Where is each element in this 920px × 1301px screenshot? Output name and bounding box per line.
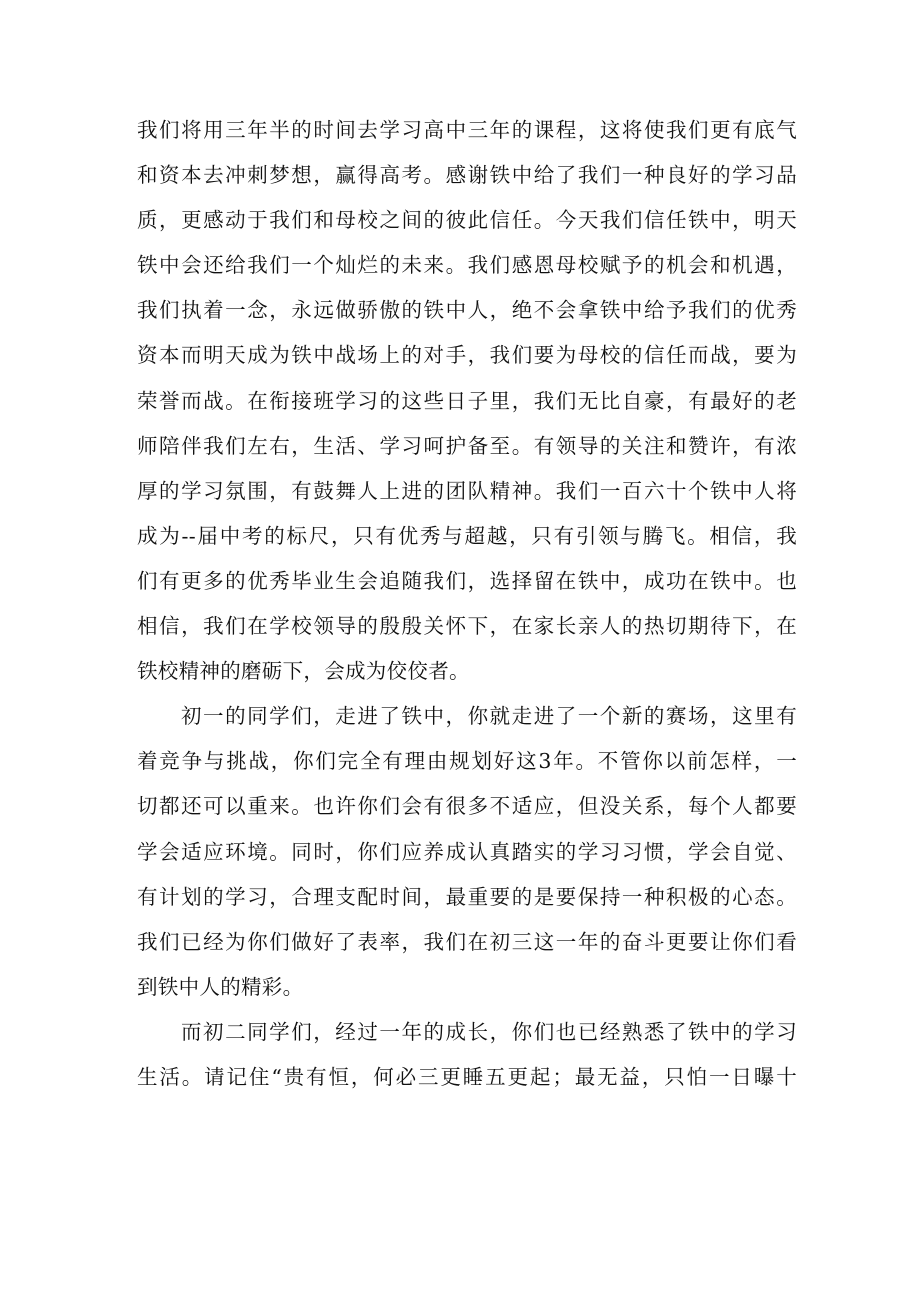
text-line: 我们已经为你们做好了表率，我们在初三这一年的奋斗更要让你们看 (137, 929, 797, 954)
text-line: 们有更多的优秀毕业生会追随我们，选择留在铁中，成功在铁中。也 (137, 568, 797, 593)
text-line: 资本而明天成为铁中战场上的对手，我们要为母校的信任而战，要为 (137, 343, 797, 368)
body-text (137, 108, 797, 1100)
text-line: 我们执着一念，永远做骄傲的铁中人，绝不会拿铁中给予我们的优秀 (137, 298, 797, 323)
paragraph-3 (137, 1010, 797, 1100)
text-line: 学会适应环境。同时，你们应养成认真踏实的学习习惯，学会自觉、 (137, 839, 797, 864)
text-line: 着竞争与挑战，你们完全有理由规划好这3年。不管你以前怎样，一 (137, 749, 797, 774)
text-line: 相信，我们在学校领导的殷殷关怀下，在家长亲人的热切期待下，在 (137, 614, 797, 639)
text-line: 有计划的学习，合理支配时间，最重要的是要保持一种积极的心态。 (137, 884, 797, 909)
text-line: 成为--届中考的标尺，只有优秀与超越，只有引领与腾飞。相信，我 (137, 523, 797, 548)
text-line: 生活。请记住“贵有恒，何必三更睡五更起；最无益，只怕一日曝十 (137, 1064, 797, 1089)
text-line: 到铁中人的精彩。 (137, 974, 304, 999)
text-line: 切都还可以重来。也许你们会有很多不适应，但没关系，每个人都要 (137, 794, 797, 819)
text-line: 初一的同学们，走进了铁中，你就走进了一个新的赛场，这里有 (181, 704, 797, 729)
text-line: 而初二同学们，经过一年的成长，你们也已经熟悉了铁中的学习 (181, 1019, 797, 1044)
paragraph-1 (137, 108, 797, 694)
text-line: 质，更感动于我们和母校之间的彼此信任。今天我们信任铁中，明天 (137, 208, 797, 233)
text-line: 厚的学习氛围，有鼓舞人上进的团队精神。我们一百六十个铁中人将 (137, 478, 797, 503)
text-line: 铁校精神的磨砺下，会成为佼佼者。 (137, 659, 470, 684)
paragraph-2 (137, 694, 797, 1010)
text-line: 和资本去冲刺梦想，赢得高考。感谢铁中给了我们一种良好的学习品 (137, 163, 797, 188)
text-line: 荣誉而战。在衔接班学习的这些日子里，我们无比自豪，有最好的老 (137, 388, 797, 413)
text-line: 铁中会还给我们一个灿烂的未来。我们感恩母校赋予的机会和机遇， (137, 253, 797, 278)
text-line: 师陪伴我们左右，生活、学习呵护备至。有领导的关注和赞许，有浓 (137, 433, 797, 458)
text-line: 我们将用三年半的时间去学习高中三年的课程，这将使我们更有底气 (137, 118, 797, 142)
